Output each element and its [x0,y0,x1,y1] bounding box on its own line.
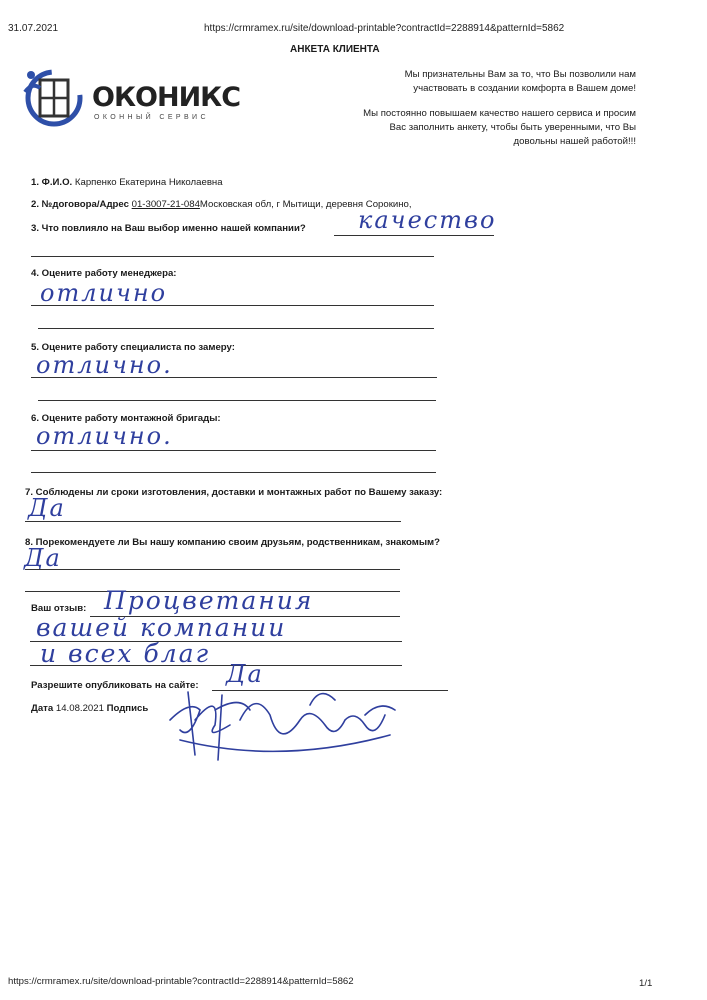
date-value: 14.08.2021 [55,703,104,714]
question-8-answer: Да [24,544,62,572]
question-4 [31,268,177,279]
answer-line [31,305,434,306]
contract-label: 2. №договора/Адрес [31,199,129,210]
intro-paragraph-2 [306,107,636,149]
intro-line: участвовать в создании комфорта в Вашем доме! [413,83,636,94]
answer-line [30,665,402,666]
logo-subtitle: ОКОННЫЙ СЕРВИС [94,114,209,121]
fio-label: 1. Ф.И.О. [31,177,73,188]
question-7-text: 7. Соблюдены ли сроки изготовления, доставки и монтажных работ по Вашему заказу: [25,487,443,498]
logo-wordmark: ОКОНИКС [92,82,241,113]
question-7-answer: Да [28,494,66,522]
question-5-answer: отлично. [36,351,173,379]
answer-line [25,569,400,570]
answer-line [25,521,401,522]
publish-answer: Да [226,660,264,688]
signature-label: Подпись [106,703,149,714]
fio-row [31,177,223,188]
question-3-text: 3. Что повлияло на Ваш выбор именно нашей компании? [31,223,306,234]
intro-line: Мы постоянно повышаем качество нашего сервиса и просим [363,108,636,119]
intro-line: Вас заполнить анкету, чтобы быть уверенными, что Вы [389,122,636,133]
form-title: АНКЕТА КЛИЕНТА [290,44,380,55]
answer-line [38,400,436,401]
question-4-text: 4. Оцените работу менеджера: [31,268,177,279]
question-3 [31,223,306,234]
publish-label: Разрешите опубликовать на сайте: [31,680,199,691]
window-logo-icon [20,62,92,132]
question-8 [25,537,440,548]
question-5-text: 5. Оцените работу специалиста по замеру: [31,342,235,353]
intro-line: Мы признательны Вам за то, что Вы позволили нам [404,69,636,80]
date-label: Дата [31,703,54,714]
answer-line [334,235,494,236]
question-3-answer: качество [358,206,497,234]
review-line-1: Процветания [104,586,314,615]
question-8-text: 8. Порекомендуете ли Вы нашу компанию своим друзьям, родственникам, знакомым? [25,537,440,548]
date-row [31,703,148,714]
contract-address: Московская обл, г Мытищи, деревня Сорокино, [199,199,412,210]
intro-paragraph-1 [306,68,636,96]
question-7 [25,487,442,498]
answer-line [31,450,436,451]
review-label-text: Ваш отзыв: [31,603,87,614]
review-line-2: вашей компании [36,613,287,642]
print-date: 31.07.2021 [8,23,59,34]
answer-line [31,472,436,473]
answer-line [38,328,434,329]
contract-row [31,199,412,210]
review-line-3: и всех благ [40,639,211,668]
answer-line [31,256,434,257]
question-6-answer: отлично. [36,422,173,450]
company-logo [20,62,240,132]
page-number: 1/1 [639,978,653,989]
print-url: https://crmramex.ru/site/download-printable?contractId=2288914&patternId=5862 [204,23,565,34]
handwritten-signature [160,680,400,770]
fio-value: Карпенко Екатерина Николаевна [74,177,223,188]
footer-url: https://crmramex.ru/site/download-printable?contractId=2288914&patternId=5862 [8,976,354,987]
question-4-answer: отлично [40,279,168,307]
answer-line [31,377,437,378]
contract-number: 01-3007-21-084 [131,199,200,210]
question-6-text: 6. Оцените работу монтажной бригады: [31,413,221,424]
intro-line: довольны нашей работой!!! [513,136,636,147]
